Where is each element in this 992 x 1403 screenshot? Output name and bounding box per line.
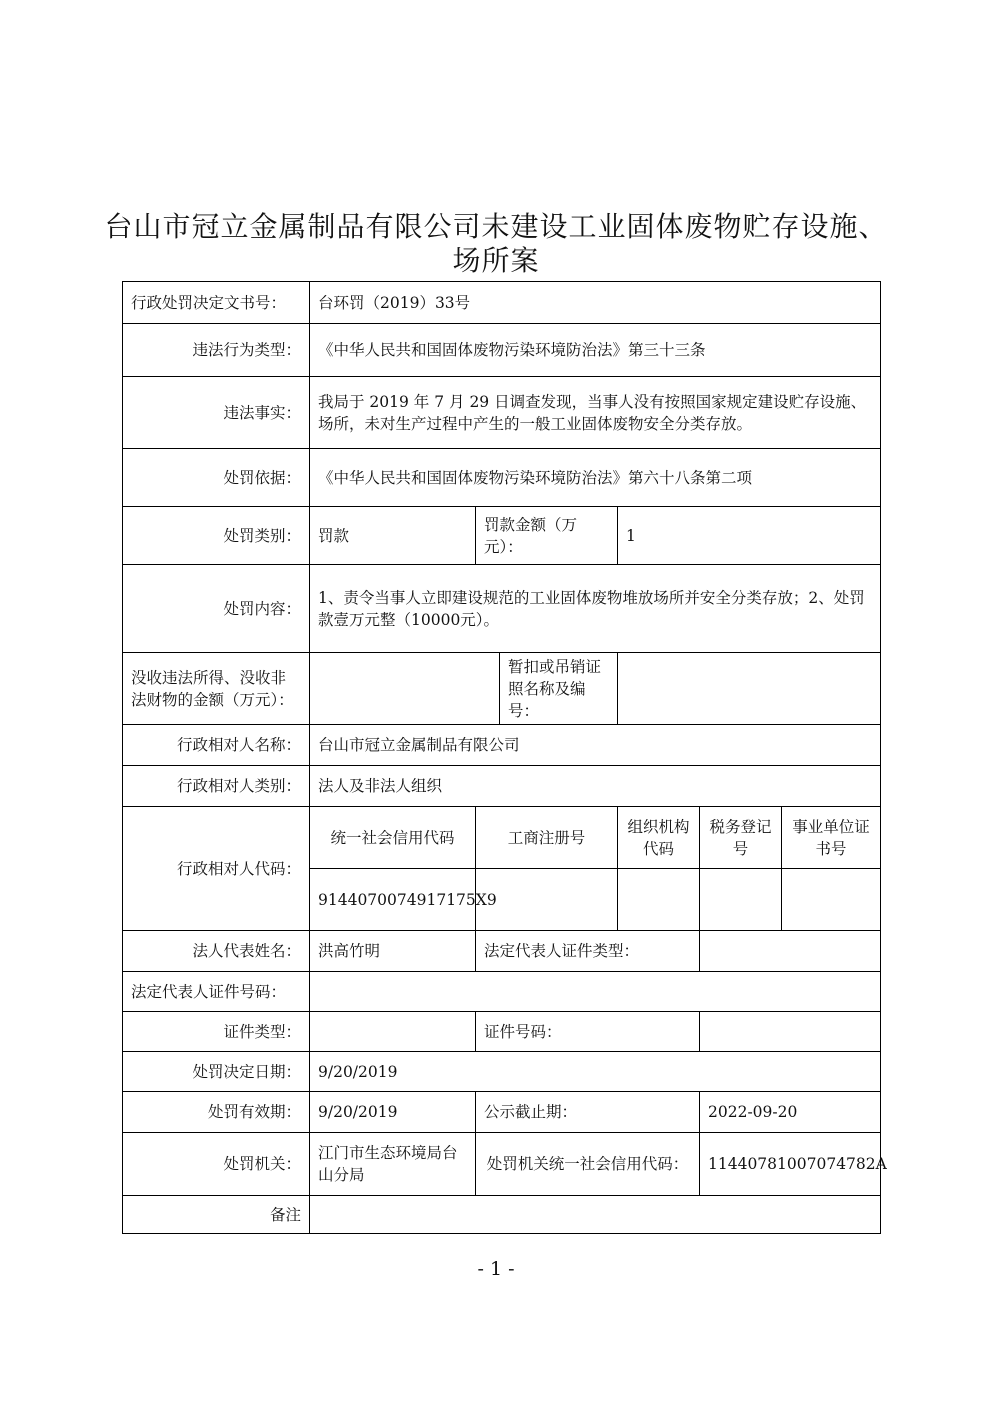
label-publicity: 公示截止期：: [476, 1092, 700, 1133]
value-rep-id-no: [310, 972, 881, 1012]
label-remark: 备注: [123, 1196, 310, 1234]
header-org-code: 组织机构代码: [618, 807, 700, 869]
label-authority-code: 处罚机关统一社会信用代码：: [476, 1133, 700, 1196]
row-party-code-headers: [123, 807, 881, 869]
row-content: [123, 565, 881, 653]
label-basis: 处罚依据：: [123, 449, 310, 507]
label-rep-name: 法人代表姓名：: [123, 931, 310, 972]
label-party-code: 行政相对人代码：: [123, 807, 310, 931]
value-party-name: 台山市冠立金属制品有限公司: [310, 725, 881, 766]
row-validity: [123, 1092, 881, 1133]
value-party-type: 法人及非法人组织: [310, 766, 881, 807]
label-license: 暂扣或吊销证照名称及编号：: [500, 653, 618, 725]
label-decision-no: 行政处罚决定文书号：: [123, 282, 310, 324]
value-basis: 《中华人民共和国固体废物污染环境防治法》第六十八条第二项: [310, 449, 881, 507]
value-publicity: 2022-09-20: [700, 1092, 881, 1133]
label-violation-type: 违法行为类型：: [123, 324, 310, 377]
label-category: 处罚类别：: [123, 507, 310, 565]
row-party-type: [123, 766, 881, 807]
document-title: 台山市冠立金属制品有限公司未建设工业固体废物贮存设施、场所案: [104, 210, 888, 277]
label-party-type: 行政相对人类别：: [123, 766, 310, 807]
row-rep-id-no: [123, 972, 881, 1012]
value-decision-date: 9/20/2019: [310, 1052, 881, 1092]
value-tax-reg: [700, 869, 782, 931]
value-decision-no: 台环罚（2019）33号: [310, 282, 881, 324]
label-decision-date: 处罚决定日期：: [123, 1052, 310, 1092]
value-category: 罚款: [310, 507, 476, 565]
header-institution-cert: 事业单位证书号: [782, 807, 881, 869]
row-authority: [123, 1133, 881, 1196]
row-confiscation: [123, 653, 881, 725]
row-basis: [123, 449, 881, 507]
label-content: 处罚内容：: [123, 565, 310, 653]
value-confiscation: [310, 653, 500, 725]
row-violation-type: [123, 324, 881, 377]
value-cert-no: [700, 1012, 881, 1052]
header-tax-reg: 税务登记号: [700, 807, 782, 869]
value-validity: 9/20/2019: [310, 1092, 476, 1133]
value-fine: 1: [618, 507, 881, 565]
row-party-name: [123, 725, 881, 766]
label-cert-type: 证件类型：: [123, 1012, 310, 1052]
page-number: - 1 -: [477, 1258, 515, 1280]
value-authority: 江门市生态环境局台山分局: [310, 1133, 476, 1196]
label-fine: 罚款金额（万元）：: [476, 507, 618, 565]
value-license: [618, 653, 881, 725]
label-confiscation: 没收违法所得、没收非法财物的金额（万元）：: [123, 653, 310, 725]
value-authority-code: 11440781007074782A: [700, 1133, 881, 1196]
label-authority: 处罚机关：: [123, 1133, 310, 1196]
label-validity: 处罚有效期：: [123, 1092, 310, 1133]
header-business-reg: 工商注册号: [476, 807, 618, 869]
row-facts: [123, 377, 881, 449]
label-party-name: 行政相对人名称：: [123, 725, 310, 766]
label-facts: 违法事实：: [123, 377, 310, 449]
penalty-table: [122, 281, 887, 1234]
header-credit-code: 统一社会信用代码: [310, 807, 476, 869]
value-institution-cert: [782, 869, 881, 931]
value-org-code: [618, 869, 700, 931]
row-decision-date: [123, 1052, 881, 1092]
value-credit-code: 9144070074917175X9: [310, 869, 476, 931]
row-category: [123, 507, 881, 565]
value-content: 1、责令当事人立即建设规范的工业固体废物堆放场所并安全分类存放；2、处罚款壹万元整（10000元）。: [310, 565, 881, 653]
row-rep-name: [123, 931, 881, 972]
value-violation-type: 《中华人民共和国固体废物污染环境防治法》第三十三条: [310, 324, 881, 377]
value-remark: [310, 1196, 881, 1234]
label-cert-no: 证件号码：: [476, 1012, 700, 1052]
row-decision-no: [123, 282, 881, 324]
label-rep-id-no: 法定代表人证件号码：: [123, 972, 310, 1012]
value-rep-id-type: [700, 931, 881, 972]
value-facts: 我局于 2019 年 7 月 29 日调查发现，当事人没有按照国家规定建设贮存设施、场所，未对生产过程中产生的一般工业固体废物安全分类存放。: [310, 377, 881, 449]
label-rep-id-type: 法定代表人证件类型：: [476, 931, 700, 972]
row-remark: [123, 1196, 881, 1234]
value-cert-type: [310, 1012, 476, 1052]
row-cert: [123, 1012, 881, 1052]
value-rep-name: 洪高竹明: [310, 931, 476, 972]
value-business-reg: [476, 869, 618, 931]
